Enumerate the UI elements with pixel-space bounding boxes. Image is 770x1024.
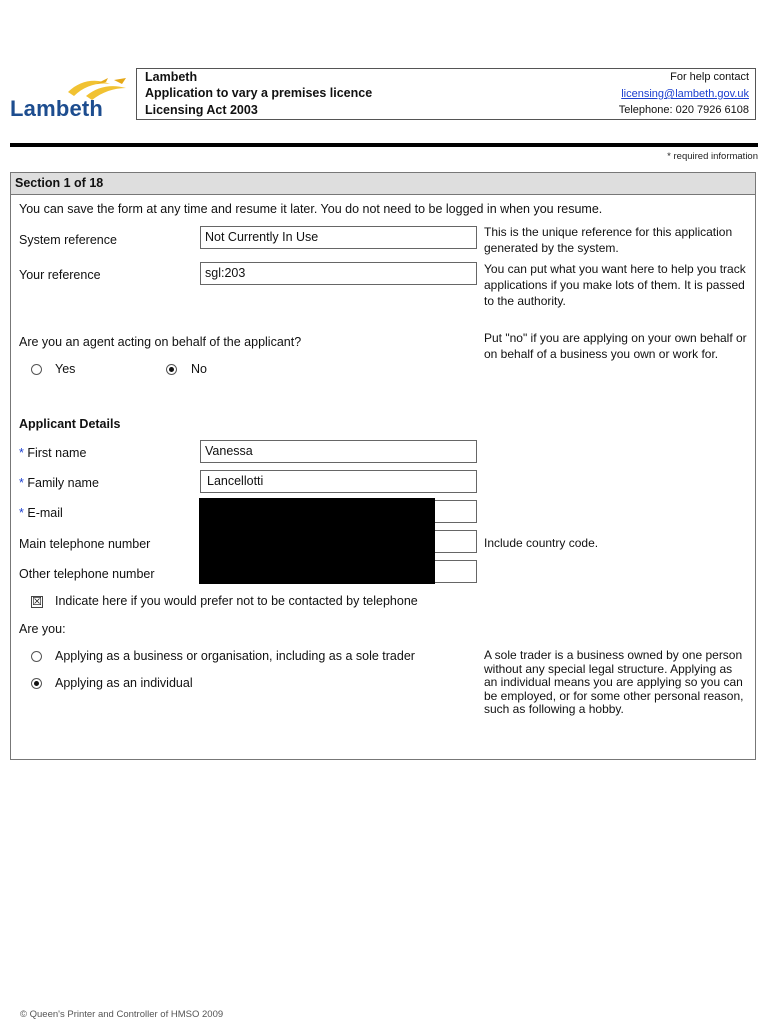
- header-org: Lambeth: [145, 70, 198, 84]
- header-act: Licensing Act 2003: [145, 103, 258, 117]
- agent-yes-label: Yes: [55, 362, 76, 376]
- no-telephone-contact-checkbox[interactable]: ☒: [32, 596, 42, 608]
- help-contact-label: For help contact: [670, 71, 749, 83]
- your-reference-help: You can put what you want here to help you track applications if you make lots of them. It is passed to the authority.: [484, 262, 746, 308]
- required-star: *: [19, 506, 24, 520]
- header-divider: [10, 143, 758, 147]
- required-star: *: [19, 476, 24, 490]
- are-you-help: A sole trader is a business owned by one person without any special legal structure. Applying as an individual means you are applying so you can be employed, or for some other personal reason, such as following a hobby.: [484, 648, 744, 716]
- system-reference-field[interactable]: Not Currently In Use: [200, 226, 477, 249]
- main-telephone-help: Include country code.: [484, 536, 599, 550]
- family-name-label: * Family name: [19, 476, 99, 490]
- first-name-field[interactable]: Vanessa: [200, 440, 477, 463]
- family-name-field[interactable]: Lancellotti: [200, 470, 477, 493]
- individual-radio[interactable]: [31, 678, 42, 689]
- form-header: [136, 68, 756, 120]
- agent-question: Are you an agent acting on behalf of the applicant?: [19, 335, 302, 349]
- section-1: [10, 172, 756, 760]
- no-telephone-contact-label: Indicate here if you would prefer not to be contacted by telephone: [55, 594, 418, 608]
- applicant-details-heading: Applicant Details: [19, 417, 121, 431]
- section-title: Section 1 of 18: [11, 173, 755, 195]
- main-telephone-label: Main telephone number: [19, 537, 151, 551]
- required-information-note: * required information: [667, 151, 758, 162]
- agent-yes-radio[interactable]: [31, 364, 42, 375]
- first-name-label: * First name: [19, 446, 87, 460]
- section-intro: You can save the form at any time and resume it later. You do not need to be logged in when you resume.: [19, 202, 603, 216]
- your-reference-field[interactable]: sgl:203: [200, 262, 477, 285]
- other-telephone-label: Other telephone number: [19, 567, 155, 581]
- required-star: *: [19, 446, 24, 460]
- header-title: Application to vary a premises licence: [145, 86, 373, 100]
- help-email-link[interactable]: licensing@lambeth.gov.uk: [621, 88, 749, 100]
- agent-no-label: No: [191, 362, 207, 376]
- business-radio[interactable]: [31, 651, 42, 662]
- system-reference-help: This is the unique reference for this application generated by the system.: [484, 225, 733, 255]
- redaction-block: [199, 498, 435, 584]
- individual-option-label: Applying as an individual: [55, 676, 193, 690]
- are-you-question: Are you:: [19, 622, 66, 636]
- your-reference-label: Your reference: [19, 268, 101, 282]
- copyright-footer: © Queen's Printer and Controller of HMSO 2009: [20, 1009, 224, 1020]
- system-reference-label: System reference: [19, 233, 117, 247]
- email-label: * E-mail: [19, 506, 63, 520]
- business-option-label: Applying as a business or organisation, including as a sole trader: [55, 649, 415, 663]
- lambeth-logo-text: Lambeth: [10, 96, 104, 121]
- help-telephone: Telephone: 020 7926 6108: [618, 104, 749, 116]
- agent-help: Put "no" if you are applying on your own behalf or on behalf of a business you own or work for.: [484, 331, 747, 361]
- agent-no-radio[interactable]: [166, 364, 177, 375]
